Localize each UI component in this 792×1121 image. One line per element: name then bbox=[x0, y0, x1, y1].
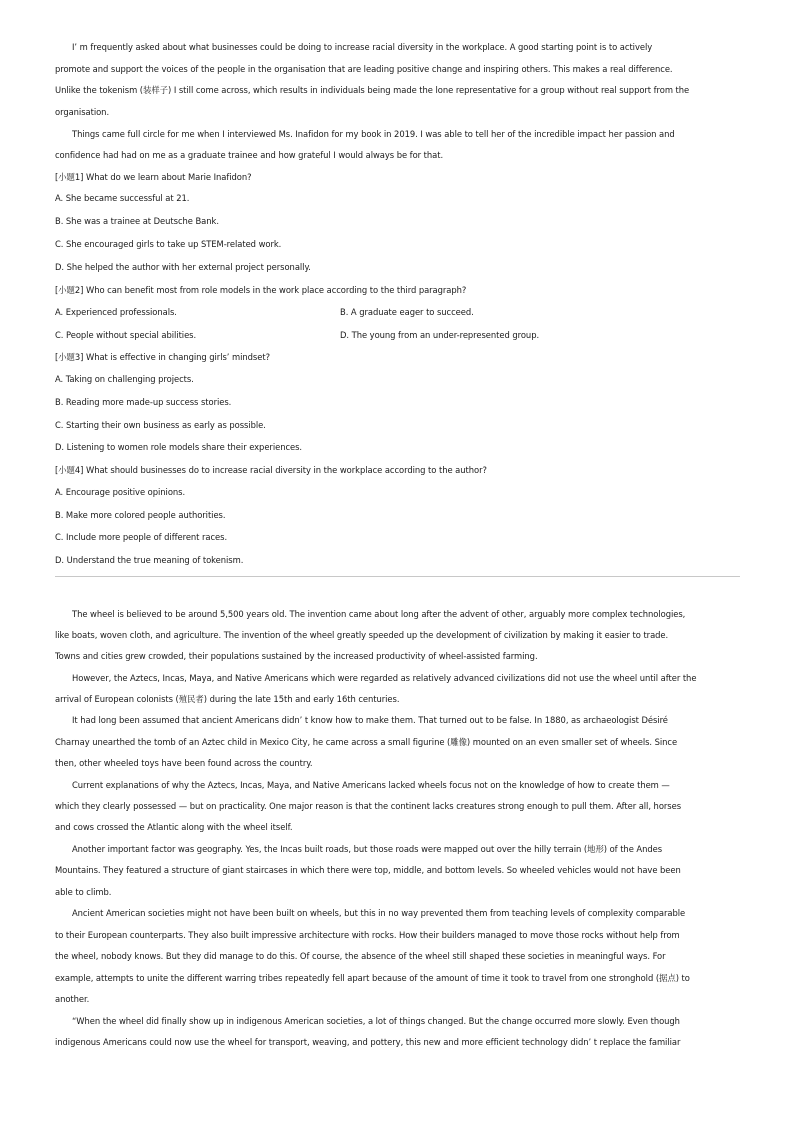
answer-option: C. Starting their own business as early as possible. bbox=[55, 420, 266, 430]
answer-option: B. She was a trainee at Deutsche Bank. bbox=[55, 216, 219, 226]
answer-option: B. A graduate eager to succeed. bbox=[340, 307, 474, 317]
passage2-line: indigenous Americans could now use the wheel for transport, weaving, and pottery, this new and more efficient technology didn’ t replace the familiar bbox=[55, 1037, 681, 1047]
passage2-line: the wheel, nobody knows. But they did manage to do this. Of course, the absence of the wheel still shaped these societies in meaningful ways. For bbox=[55, 951, 666, 961]
passage1-line: promote and support the voices of the people in the organisation that are leading positive change and inspiring others. This makes a real difference. bbox=[55, 64, 673, 74]
passage2-line: The wheel is believed to be around 5,500 years old. The invention came about long after the advent of other, arguably more complex technologies, bbox=[72, 609, 686, 619]
passage2-line: another. bbox=[55, 994, 90, 1004]
question-stem: [小题1] What do we learn about Marie Inafidon? bbox=[55, 172, 252, 182]
question-stem: [小题2] Who can benefit most from role models in the work place according to the third paragraph? bbox=[55, 285, 467, 295]
section-divider bbox=[55, 576, 740, 577]
passage2-line: able to climb. bbox=[55, 887, 112, 897]
answer-option: D. Listening to women role models share their experiences. bbox=[55, 442, 303, 452]
answer-option: D. The young from an under-represented group. bbox=[340, 330, 540, 340]
passage2-line: Charnay unearthed the tomb of an Aztec child in Mexico City, he came across a small figurine (雕像) mounted on an even smaller set of wheels. Since bbox=[55, 737, 678, 747]
answer-option: A. She became successful at 21. bbox=[55, 193, 190, 203]
answer-option: C. She encouraged girls to take up STEM-related work. bbox=[55, 239, 282, 249]
passage2-line: “When the wheel did finally show up in indigenous American societies, a lot of things changed. But the change occurred more slowly. Even though bbox=[72, 1016, 680, 1026]
passage2-line: to their European counterparts. They also built impressive architecture with rocks. How their builders managed to move those rocks without help from bbox=[55, 930, 680, 940]
question-stem: [小题3] What is effective in changing girls’ mindset? bbox=[55, 352, 270, 362]
passage2-line: like boats, woven cloth, and agriculture. The invention of the wheel greatly speeded up the development of civilization by making it easier to trade. bbox=[55, 630, 669, 640]
answer-option: C. Include more people of different races. bbox=[55, 532, 228, 542]
passage2-line: It had long been assumed that ancient Americans didn’ t know how to make them. That turned out to be false. In 1880, as archaeologist Désiré bbox=[72, 715, 668, 725]
passage1-line: Unlike the tokenism (装样子) I still come across, which results in individuals being made the lone representative for a group without real support from the bbox=[55, 85, 690, 95]
passage2-line: Ancient American societies might not have been built on wheels, but this in no way prevented them from teaching levels of complexity comparable bbox=[72, 908, 686, 918]
answer-option: A. Taking on challenging projects. bbox=[55, 374, 194, 384]
passage2-line: Current explanations of why the Aztecs, Incas, Maya, and Native Americans lacked wheels focus not on the knowledge of how to create them — bbox=[72, 780, 670, 790]
passage2-line: Mountains. They featured a structure of giant staircases in which there were top, middle, and bottom levels. So wheeled vehicles would not have been bbox=[55, 865, 681, 875]
passage1-line: I’ m frequently asked about what businesses could be doing to increase racial diversity in the workplace. A good starting point is to actively bbox=[72, 42, 653, 52]
passage1-line: organisation. bbox=[55, 107, 110, 117]
answer-option: D. Understand the true meaning of tokenism. bbox=[55, 555, 244, 565]
passage2-line: However, the Aztecs, Incas, Maya, and Native Americans which were regarded as relatively advanced civilizations did not use the wheel until after the bbox=[72, 673, 697, 683]
passage2-line: Towns and cities grew crowded, their populations sustained by the increased productivity of wheel-assisted farming. bbox=[55, 651, 538, 661]
passage1-line: Things came full circle for me when I interviewed Ms. Inafidon for my book in 2019. I was able to tell her of the incredible impact her passion and bbox=[72, 129, 675, 139]
question-stem: [小题4] What should businesses do to increase racial diversity in the workplace according to the author? bbox=[55, 465, 487, 475]
passage2-line: and cows crossed the Atlantic along with the wheel itself. bbox=[55, 822, 293, 832]
passage1-line: confidence had had on me as a graduate trainee and how grateful I would always be for that. bbox=[55, 150, 444, 160]
passage2-line: which they clearly possessed — but on practicality. One major reason is that the continent lacks creatures strong enough to pull them. After all, horses bbox=[55, 801, 682, 811]
answer-option: A. Experienced professionals. bbox=[55, 307, 177, 317]
answer-option: A. Encourage positive opinions. bbox=[55, 487, 186, 497]
passage2-line: arrival of European colonists (殖民者) during the late 15th and early 16th centuries. bbox=[55, 694, 400, 704]
passage2-line: then, other wheeled toys have been found across the country. bbox=[55, 758, 313, 768]
answer-option: C. People without special abilities. bbox=[55, 330, 197, 340]
answer-option: B. Make more colored people authorities. bbox=[55, 510, 226, 520]
answer-option: D. She helped the author with her external project personally. bbox=[55, 262, 311, 272]
passage2-line: Another important factor was geography. Yes, the Incas built roads, but those roads were mapped out over the hilly terrain (地形) of the Andes bbox=[72, 844, 663, 854]
answer-option: B. Reading more made-up success stories. bbox=[55, 397, 232, 407]
passage2-line: example, attempts to unite the different warring tribes repeatedly fell apart because of the amount of time it took to travel from one stronghold (据点) to bbox=[55, 973, 690, 983]
